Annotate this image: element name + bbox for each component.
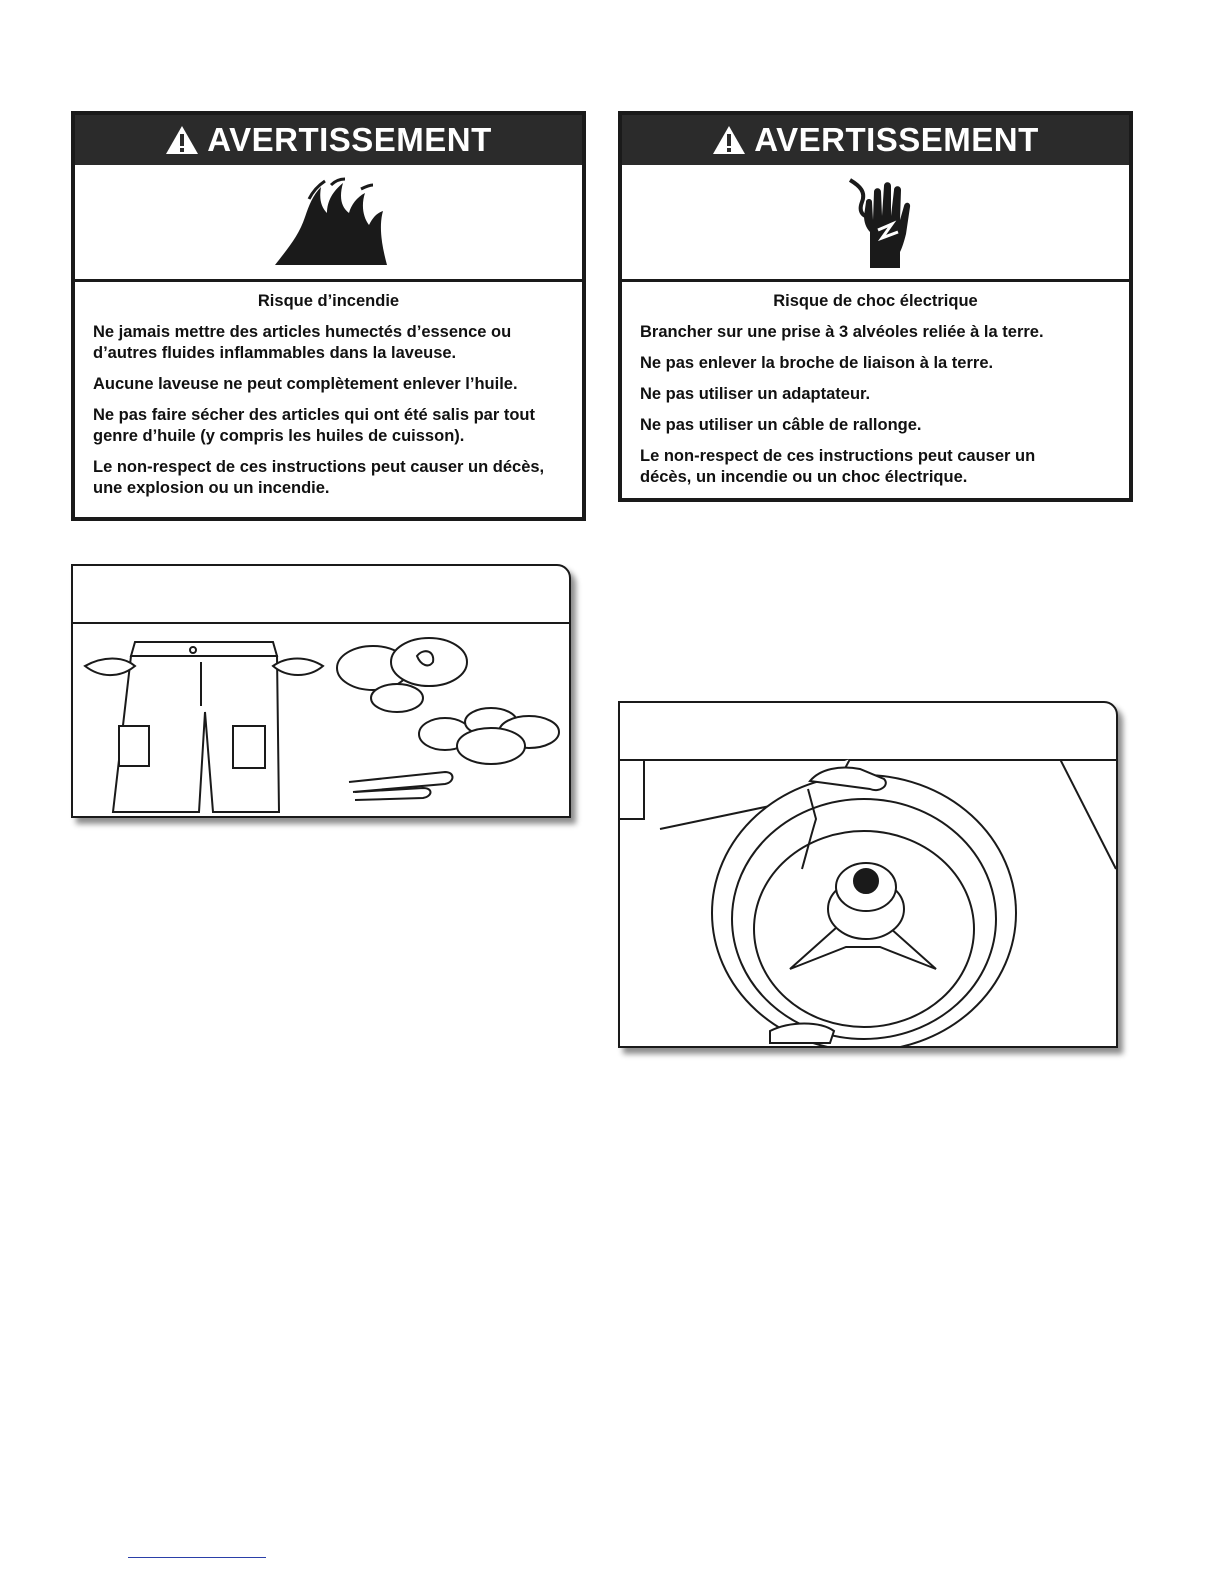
pockets-illustration	[73, 622, 569, 816]
warning-line: Ne jamais mettre des articles humectés d’essence ou d’autres fluides inflammables dans la laveuse.	[93, 323, 512, 362]
fire-warning-box	[71, 111, 586, 521]
safety-pins-icon	[349, 772, 453, 800]
warning-line: Le non-respect de ces instructions peut causer un décès, une explosion ou un incendie.	[93, 458, 545, 497]
warning-line: Ne pas utiliser un adaptateur.	[640, 385, 871, 403]
warning-title: Risque de choc électrique	[773, 292, 978, 310]
shock-icon-area	[622, 165, 1129, 282]
warning-triangle-icon	[712, 125, 746, 155]
coins-icon	[337, 638, 467, 712]
washer-illustration	[620, 759, 1116, 1046]
card-tab	[620, 703, 1116, 761]
card-tab	[73, 566, 569, 624]
warning-line: Ne pas utiliser un câble de rallonge.	[640, 416, 922, 434]
warning-line: Brancher sur une prise à 3 alvéoles reliée à la terre.	[640, 323, 1044, 341]
warning-header-text: AVERTISSEMENT	[207, 121, 492, 158]
warning-title: Risque d’incendie	[257, 292, 400, 310]
warning-line: Aucune laveuse ne peut complètement enlever l’huile.	[93, 375, 518, 393]
pockets-illustration-card	[71, 564, 571, 818]
footer-link-rule	[128, 1557, 266, 1558]
warning-line: Le non-respect de ces instructions peut causer un décès, un incendie ou un choc électrique.	[640, 447, 1036, 486]
warning-line: Ne pas enlever la broche de liaison à la terre.	[640, 354, 994, 372]
fire-icon-area	[75, 165, 582, 282]
warning-header	[622, 115, 1129, 165]
warning-body	[75, 282, 582, 519]
warning-line: Ne pas faire sécher des articles qui ont été salis par tout genre d’huile (y compris les huiles de cuisson).	[93, 406, 535, 445]
warning-body	[622, 282, 1129, 508]
shock-warning-box	[618, 111, 1133, 502]
electric-shock-hand-icon	[826, 172, 926, 272]
fire-icon	[269, 177, 389, 267]
warning-header	[75, 115, 582, 165]
warning-triangle-icon	[165, 125, 199, 155]
warning-header-text: AVERTISSEMENT	[754, 121, 1039, 158]
pants-icon	[85, 642, 323, 812]
buttons-icon	[419, 708, 559, 764]
washer-illustration-card	[618, 701, 1118, 1048]
